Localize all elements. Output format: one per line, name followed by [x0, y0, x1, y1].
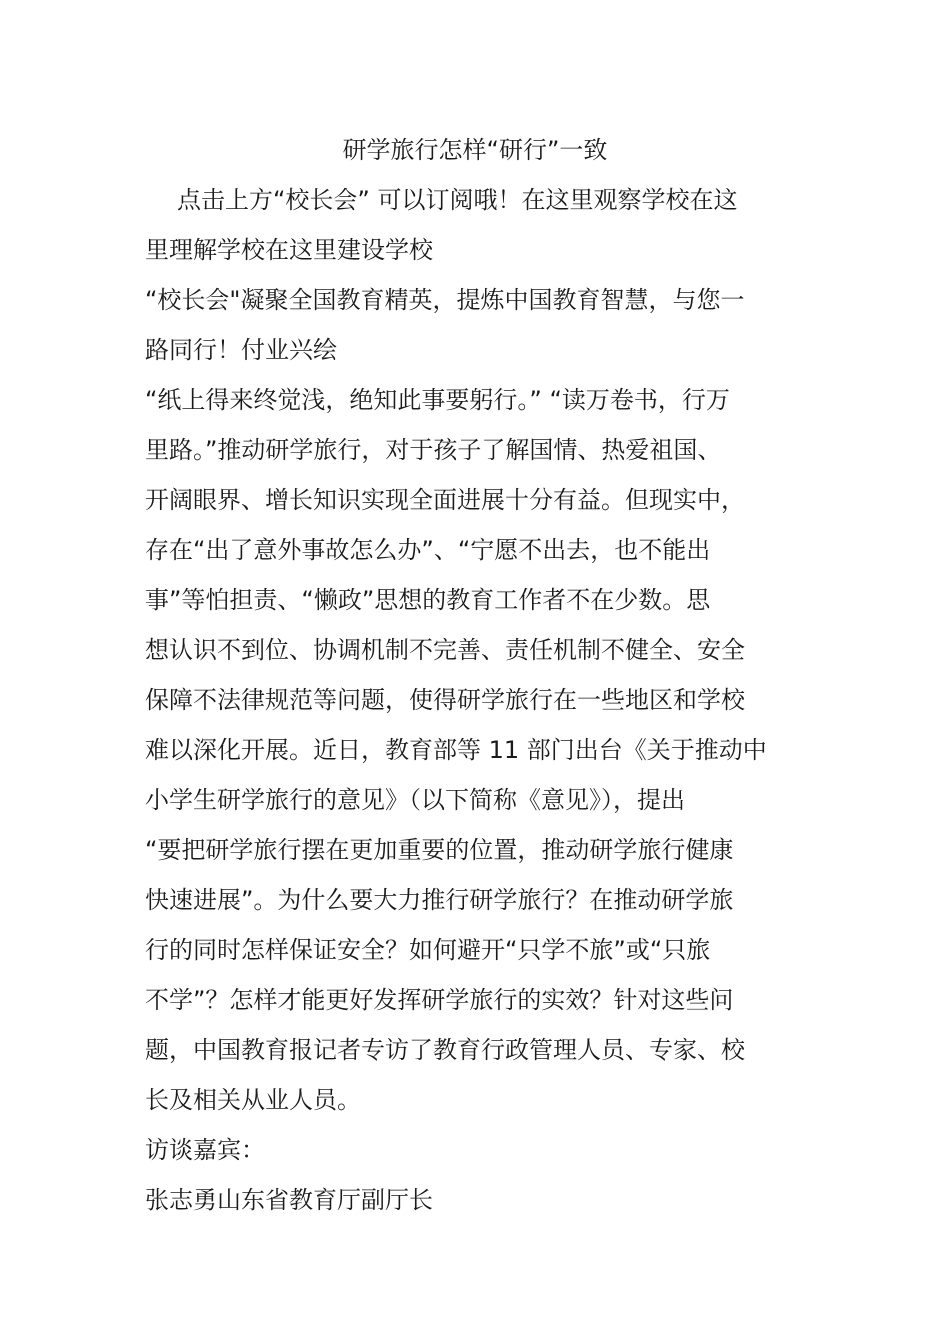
text-line: “纸上得来终觉浅，绝知此事要躬行。” “读万卷书，行万: [145, 386, 730, 414]
text-line: 行的同时怎样保证安全？如何避开“只学不旅”或“只旅: [145, 936, 711, 964]
paragraph-intro: [145, 275, 805, 375]
text-line: 保障不法律规范等问题，使得研学旅行在一些地区和学校: [145, 686, 745, 714]
text-line: 存在“出了意外事故怎么办”、“宁愿不出去，也不能出: [145, 536, 711, 564]
document-content: [145, 125, 805, 1225]
text-line: 访谈嘉宾：: [145, 1136, 265, 1164]
text-line: 想认识不到位、协调机制不完善、责任机制不健全、安全: [145, 636, 745, 664]
paragraph-subscribe: [145, 175, 805, 275]
text-line: 里路。”推动研学旅行，对于孩子了解国情、热爱祖国、: [145, 436, 722, 464]
paragraph-guests-label: [145, 1125, 805, 1175]
text-line: 不学”？怎样才能更好发挥研学旅行的实效？针对这些问: [145, 986, 734, 1014]
text-line: 题，中国教育报记者专访了教育行政管理人员、专家、校: [145, 1036, 745, 1064]
paragraph-body: [145, 375, 805, 1125]
document-body: [145, 175, 805, 1225]
paragraph-guest-1: [145, 1175, 805, 1225]
text-line: “校长会"凝聚全国教育精英，提炼中国教育智慧，与您一: [145, 286, 745, 314]
text-line: 快速进展”。为什么要大力推行研学旅行？在推动研学旅: [145, 886, 734, 914]
text-line: 里理解学校在这里建设学校: [145, 236, 433, 264]
text-line: 小学生研学旅行的意见》（以下简称《意见》），提出: [145, 786, 685, 814]
text-line: 长及相关从业人员。: [145, 1086, 361, 1114]
text-line: 路同行！付业兴绘: [145, 336, 337, 364]
text-line: 开阔眼界、增长知识实现全面进展十分有益。但现实中，: [145, 486, 745, 514]
text-line: 张志勇山东省教育厅副厅长: [145, 1186, 433, 1214]
text-line: 点击上方“校长会” 可以订阅哦！在这里观察学校在这: [177, 186, 738, 214]
text-line: 难以深化开展。近日，教育部等 11 部门出台《关于推动中: [145, 736, 767, 764]
text-line: 事”等怕担责、“懒政”思想的教育工作者不在少数。思: [145, 586, 711, 614]
text-line: “要把研学旅行摆在更加重要的位置，推动研学旅行健康: [145, 836, 734, 864]
document-title: 研学旅行怎样“研行”一致: [342, 136, 608, 164]
